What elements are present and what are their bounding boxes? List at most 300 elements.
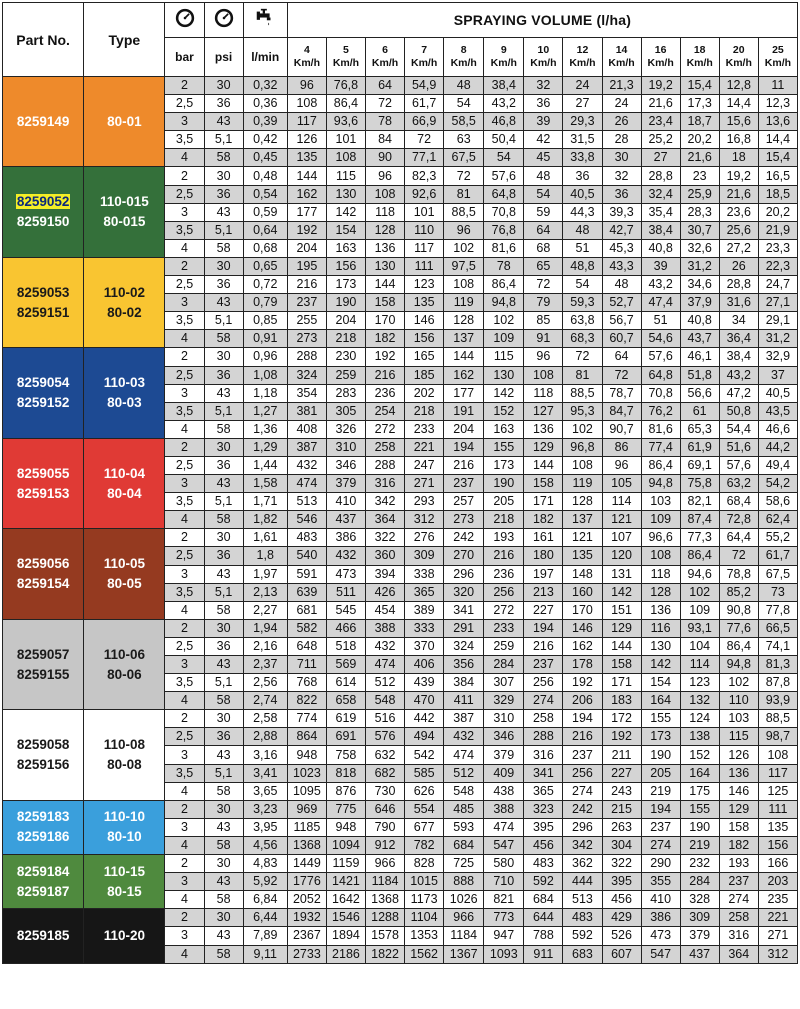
volume-value: 156 [405, 330, 444, 348]
volume-value: 1562 [405, 945, 444, 963]
volume-value: 42,7 [602, 221, 641, 239]
nozzle-type: 80-015 [103, 214, 146, 230]
volume-value: 426 [366, 583, 405, 601]
volume-value: 21,3 [602, 77, 641, 95]
volume-value: 205 [641, 764, 680, 782]
volume-value: 22,3 [758, 257, 797, 275]
volume-value: 86,4 [641, 456, 680, 474]
nozzle-type: 110-015 [99, 194, 149, 210]
volume-value: 127 [524, 402, 563, 420]
volume-value: 2367 [287, 927, 326, 945]
bar-value: 4 [165, 511, 204, 529]
volume-value: 272 [484, 601, 524, 619]
bar-value: 3 [165, 203, 204, 221]
volume-value: 65 [524, 257, 563, 275]
volume-value: 18,5 [758, 185, 797, 203]
volume-value: 94,6 [680, 565, 719, 583]
volume-value: 114 [680, 656, 719, 674]
volume-value: 28,3 [680, 203, 719, 221]
volume-value: 11 [758, 77, 797, 95]
volume-value: 592 [563, 927, 602, 945]
volume-value: 34 [719, 312, 758, 330]
volume-value: 43,3 [602, 257, 641, 275]
volume-value: 316 [719, 927, 758, 945]
bar-value: 4 [165, 420, 204, 438]
part-number-cell [3, 167, 84, 257]
bar-value: 2,5 [165, 456, 204, 474]
volume-value: 204 [287, 239, 326, 257]
volume-value: 432 [444, 728, 484, 746]
volume-value: 237 [719, 873, 758, 891]
volume-value: 818 [326, 764, 365, 782]
psi-value: 43 [204, 384, 243, 402]
volume-value: 437 [326, 511, 365, 529]
table-row [3, 710, 798, 728]
volume-value: 161 [524, 529, 563, 547]
volume-value: 25,9 [680, 185, 719, 203]
volume-value: 381 [287, 402, 326, 420]
volume-value: 17,3 [680, 95, 719, 113]
volume-value: 120 [602, 547, 641, 565]
volume-value: 64 [524, 221, 563, 239]
bar-value: 3 [165, 656, 204, 674]
flow-value: 0,96 [243, 348, 287, 366]
volume-value: 12,8 [719, 77, 758, 95]
volume-value: 1776 [287, 873, 326, 891]
volume-value: 221 [405, 438, 444, 456]
flow-value: 5,92 [243, 873, 287, 891]
volume-value: 39 [641, 257, 680, 275]
volume-value: 124 [680, 710, 719, 728]
volume-value: 273 [444, 511, 484, 529]
volume-value: 46,6 [758, 420, 797, 438]
volume-value: 64,8 [484, 185, 524, 203]
speed-header [641, 38, 680, 77]
volume-value: 182 [719, 836, 758, 854]
part-number: 8259186 [16, 829, 70, 845]
volume-value: 370 [405, 637, 444, 655]
volume-value: 67,5 [444, 149, 484, 167]
speed-unit: Km/h [569, 57, 596, 69]
psi-value: 5,1 [204, 312, 243, 330]
volume-value: 473 [326, 565, 365, 583]
volume-value: 288 [524, 728, 563, 746]
volume-value: 40,5 [563, 185, 602, 203]
volume-value: 43,5 [758, 402, 797, 420]
flow-value: 0,85 [243, 312, 287, 330]
speed-header [405, 38, 444, 77]
volume-value: 466 [326, 619, 365, 637]
volume-value: 109 [680, 601, 719, 619]
speed-unit: Km/h [332, 57, 360, 69]
psi-value: 36 [204, 456, 243, 474]
volume-value: 128 [366, 221, 405, 239]
volume-value: 322 [602, 855, 641, 873]
speed-unit: Km/h [371, 57, 399, 69]
volume-value: 14,4 [758, 131, 797, 149]
volume-value: 118 [641, 565, 680, 583]
volume-value: 103 [641, 493, 680, 511]
bar-value: 3 [165, 113, 204, 131]
bar-value: 3,5 [165, 312, 204, 330]
volume-value: 432 [287, 456, 326, 474]
volume-value: 730 [366, 782, 405, 800]
volume-value: 102 [484, 312, 524, 330]
volume-value: 312 [405, 511, 444, 529]
volume-value: 646 [366, 800, 405, 818]
speed-value: 18 [693, 44, 706, 56]
psi-value: 43 [204, 475, 243, 493]
volume-value: 346 [326, 456, 365, 474]
volume-value: 379 [680, 927, 719, 945]
volume-value: 72 [602, 366, 641, 384]
volume-value: 580 [484, 855, 524, 873]
volume-value: 439 [405, 674, 444, 692]
volume-value: 137 [444, 330, 484, 348]
speed-unit: Km/h [686, 57, 713, 69]
volume-value: 50,8 [719, 402, 758, 420]
volume-value: 215 [602, 800, 641, 818]
table-header [3, 3, 798, 77]
bar-value: 2,5 [165, 95, 204, 113]
volume-value: 158 [719, 818, 758, 836]
volume-value: 512 [444, 764, 484, 782]
volume-value: 15,4 [680, 77, 719, 95]
volume-value: 142 [484, 384, 524, 402]
volume-value: 293 [405, 493, 444, 511]
volume-value: 95,3 [563, 402, 602, 420]
part-number: 8259152 [16, 395, 70, 411]
volume-value: 177 [287, 203, 326, 221]
volume-value: 86 [602, 438, 641, 456]
volume-value: 288 [366, 456, 405, 474]
volume-value: 146 [405, 312, 444, 330]
volume-value: 23,3 [758, 239, 797, 257]
volume-value: 110 [405, 221, 444, 239]
volume-value: 79 [524, 294, 563, 312]
volume-value: 86,4 [719, 637, 758, 655]
volume-value: 644 [524, 909, 563, 927]
volume-value: 61,7 [405, 95, 444, 113]
volume-value: 57,6 [484, 167, 524, 185]
volume-value: 180 [524, 547, 563, 565]
volume-value: 70,8 [641, 384, 680, 402]
volume-value: 310 [326, 438, 365, 456]
volume-value: 175 [680, 782, 719, 800]
spraying-volume-table [2, 2, 798, 964]
volume-value: 2052 [287, 891, 326, 909]
volume-value: 109 [641, 511, 680, 529]
bar-value: 3,5 [165, 221, 204, 239]
nozzle-type: 80-02 [107, 304, 142, 320]
speed-header [444, 38, 484, 77]
bar-value: 3 [165, 565, 204, 583]
volume-value: 309 [405, 547, 444, 565]
volume-value: 40,8 [680, 312, 719, 330]
volume-value: 93,1 [680, 619, 719, 637]
volume-value: 197 [524, 565, 563, 583]
psi-value: 30 [204, 438, 243, 456]
speed-value: 5 [343, 44, 349, 56]
volume-value: 648 [287, 637, 326, 655]
volume-value: 1015 [405, 873, 444, 891]
volume-value: 87,8 [758, 674, 797, 692]
volume-value: 21,6 [641, 95, 680, 113]
volume-value: 51 [641, 312, 680, 330]
volume-value: 328 [680, 891, 719, 909]
volume-value: 108 [641, 547, 680, 565]
volume-value: 379 [326, 475, 365, 493]
volume-value: 256 [484, 583, 524, 601]
volume-value: 395 [602, 873, 641, 891]
volume-value: 173 [484, 456, 524, 474]
speed-header [366, 38, 405, 77]
volume-value: 123 [680, 674, 719, 692]
volume-value: 684 [524, 891, 563, 909]
volume-value: 27 [641, 149, 680, 167]
volume-value: 128 [563, 493, 602, 511]
volume-value: 237 [444, 475, 484, 493]
volume-value: 658 [326, 692, 365, 710]
volume-value: 1421 [326, 873, 365, 891]
volume-value: 39,3 [602, 203, 641, 221]
volume-value: 230 [326, 348, 365, 366]
volume-value: 546 [287, 511, 326, 529]
volume-value: 23,6 [719, 203, 758, 221]
volume-value: 72 [719, 547, 758, 565]
volume-value: 32,4 [641, 185, 680, 203]
volume-value: 12,3 [758, 95, 797, 113]
volume-value: 81,3 [758, 656, 797, 674]
volume-value: 156 [758, 836, 797, 854]
flow-value: 2,74 [243, 692, 287, 710]
volume-value: 256 [524, 674, 563, 692]
volume-value: 864 [287, 728, 326, 746]
volume-value: 129 [719, 800, 758, 818]
bar-value: 3,5 [165, 493, 204, 511]
psi-value: 58 [204, 692, 243, 710]
part-number-cell [3, 77, 84, 167]
volume-value: 162 [563, 637, 602, 655]
volume-value: 69,1 [680, 456, 719, 474]
volume-value: 85,2 [719, 583, 758, 601]
bar-value: 4 [165, 782, 204, 800]
flow-value: 0,91 [243, 330, 287, 348]
volume-value: 108 [326, 149, 365, 167]
psi-value: 30 [204, 855, 243, 873]
volume-value: 30 [602, 149, 641, 167]
volume-value: 64 [366, 77, 405, 95]
bar-value: 2 [165, 619, 204, 637]
volume-value: 136 [719, 764, 758, 782]
psi-value: 30 [204, 167, 243, 185]
volume-value: 20,2 [680, 131, 719, 149]
volume-value: 81,6 [641, 420, 680, 438]
volume-value: 263 [602, 818, 641, 836]
volume-value: 271 [405, 475, 444, 493]
volume-value: 72 [405, 131, 444, 149]
psi-value: 58 [204, 511, 243, 529]
volume-value: 138 [680, 728, 719, 746]
volume-value: 243 [602, 782, 641, 800]
volume-value: 151 [602, 601, 641, 619]
volume-value: 326 [326, 420, 365, 438]
volume-value: 96 [524, 348, 563, 366]
volume-value: 111 [758, 800, 797, 818]
volume-value: 626 [405, 782, 444, 800]
volume-value: 38,4 [719, 348, 758, 366]
volume-value: 36 [602, 185, 641, 203]
bar-value: 4 [165, 330, 204, 348]
volume-value: 355 [641, 873, 680, 891]
volume-value: 190 [326, 294, 365, 312]
volume-value: 429 [602, 909, 641, 927]
volume-value: 227 [602, 764, 641, 782]
volume-value: 966 [366, 855, 405, 873]
volume-value: 32 [602, 167, 641, 185]
bar-value: 2 [165, 348, 204, 366]
psi-icon-cell [204, 3, 243, 38]
part-number: 8259052 [16, 194, 70, 210]
volume-value: 93,6 [326, 113, 365, 131]
flow-value: 1,58 [243, 475, 287, 493]
volume-value: 20,2 [758, 203, 797, 221]
volume-value: 782 [405, 836, 444, 854]
volume-value: 35,4 [641, 203, 680, 221]
volume-value: 77,8 [758, 601, 797, 619]
flow-value: 7,89 [243, 927, 287, 945]
volume-value: 257 [444, 493, 484, 511]
flow-value: 0,42 [243, 131, 287, 149]
part-number-cell [3, 855, 84, 909]
bar-value: 2 [165, 800, 204, 818]
volume-value: 388 [484, 800, 524, 818]
speed-unit: Km/h [293, 57, 320, 69]
volume-value: 775 [326, 800, 365, 818]
part-number-cell [3, 348, 84, 438]
volume-value: 142 [326, 203, 365, 221]
part-number-cell [3, 529, 84, 619]
nozzle-type-cell [84, 257, 165, 347]
volume-value: 18 [719, 149, 758, 167]
volume-value: 25,6 [719, 221, 758, 239]
volume-value: 324 [444, 637, 484, 655]
volume-value: 254 [366, 402, 405, 420]
volume-value: 235 [758, 891, 797, 909]
volume-value: 242 [563, 800, 602, 818]
bar-value: 3 [165, 927, 204, 945]
volume-value: 26 [719, 257, 758, 275]
speed-value: 8 [460, 44, 467, 56]
volume-value: 194 [641, 800, 680, 818]
volume-value: 305 [326, 402, 365, 420]
volume-value: 86,4 [326, 95, 365, 113]
volume-value: 296 [563, 818, 602, 836]
volume-value: 966 [444, 909, 484, 927]
bar-value: 3,5 [165, 674, 204, 692]
volume-value: 410 [641, 891, 680, 909]
volume-value: 31,2 [758, 330, 797, 348]
psi-value: 43 [204, 818, 243, 836]
psi-value: 58 [204, 836, 243, 854]
volume-value: 948 [287, 746, 326, 764]
volume-value: 256 [563, 764, 602, 782]
nozzle-type: 110-02 [103, 284, 145, 300]
bar-header: bar [165, 38, 204, 77]
speed-unit: Km/h [647, 57, 674, 69]
volume-value: 48 [563, 221, 602, 239]
volume-value: 1185 [287, 818, 326, 836]
volume-value: 324 [287, 366, 326, 384]
volume-value: 346 [484, 728, 524, 746]
volume-value: 170 [563, 601, 602, 619]
volume-value: 102 [563, 420, 602, 438]
volume-value: 63 [444, 131, 484, 149]
volume-value: 90,7 [602, 420, 641, 438]
part-number: 8259156 [16, 757, 70, 773]
flow-value: 1,71 [243, 493, 287, 511]
volume-value: 821 [484, 891, 524, 909]
flow-value: 0,45 [243, 149, 287, 167]
volume-value: 51 [563, 239, 602, 257]
volume-value: 129 [602, 619, 641, 637]
volume-value: 364 [719, 945, 758, 963]
volume-value: 211 [602, 746, 641, 764]
volume-value: 102 [680, 583, 719, 601]
volume-value: 74,1 [758, 637, 797, 655]
volume-value: 386 [326, 529, 365, 547]
volume-value: 193 [719, 855, 758, 873]
volume-value: 237 [524, 656, 563, 674]
volume-value: 62,4 [758, 511, 797, 529]
psi-value: 58 [204, 239, 243, 257]
volume-value: 213 [524, 583, 563, 601]
volume-value: 50,4 [484, 131, 524, 149]
speed-value: 7 [421, 44, 428, 56]
speed-header [326, 38, 365, 77]
volume-value: 456 [602, 891, 641, 909]
volume-value: 54 [524, 185, 563, 203]
volume-value: 632 [366, 746, 405, 764]
volume-value: 190 [484, 475, 524, 493]
volume-value: 190 [680, 818, 719, 836]
volume-value: 614 [326, 674, 365, 692]
bar-value: 4 [165, 149, 204, 167]
volume-value: 576 [366, 728, 405, 746]
volume-value: 130 [326, 185, 365, 203]
table-row [3, 529, 798, 547]
bar-value: 3,5 [165, 583, 204, 601]
volume-value: 888 [444, 873, 484, 891]
volume-value: 98,7 [758, 728, 797, 746]
volume-value: 379 [484, 746, 524, 764]
volume-value: 155 [680, 800, 719, 818]
part-no-header: Part No. [3, 3, 84, 77]
nozzle-type: 80-03 [107, 395, 142, 411]
volume-value: 218 [326, 330, 365, 348]
volume-value: 342 [366, 493, 405, 511]
psi-value: 30 [204, 800, 243, 818]
volume-value: 236 [366, 384, 405, 402]
psi-value: 5,1 [204, 583, 243, 601]
psi-value: 5,1 [204, 221, 243, 239]
speed-value: 12 [576, 44, 589, 56]
table-body [3, 77, 798, 964]
speed-header [484, 38, 524, 77]
flow-value: 3,95 [243, 818, 287, 836]
water-tap-icon [254, 7, 276, 29]
volume-value: 409 [484, 764, 524, 782]
